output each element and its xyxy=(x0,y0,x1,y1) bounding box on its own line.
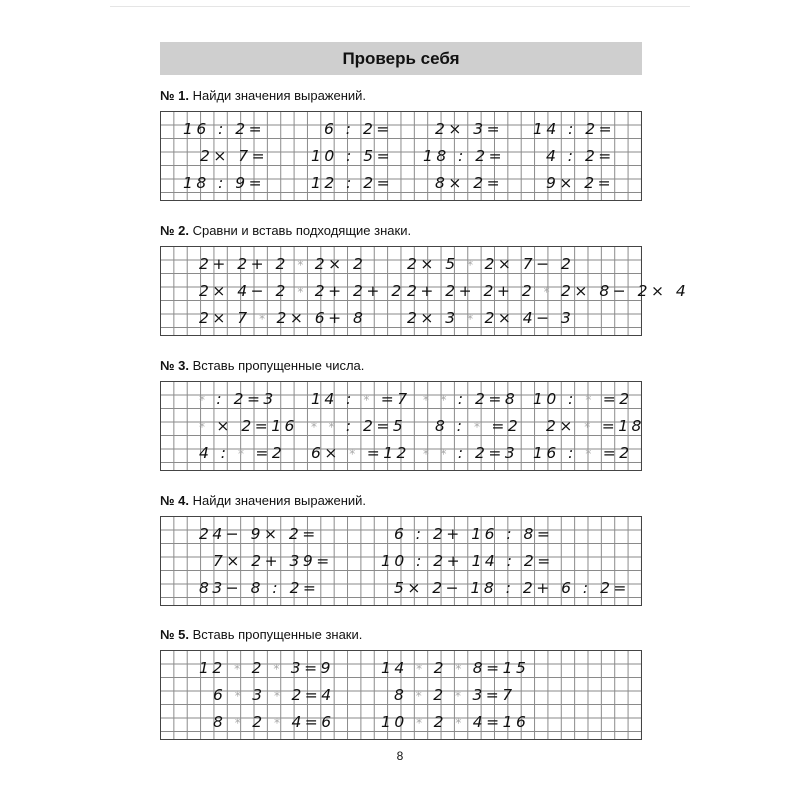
placeholder-mark: * xyxy=(423,447,432,461)
task-3-header xyxy=(160,358,364,373)
placeholder-mark: * xyxy=(416,662,426,676)
expression: 16 : 2= xyxy=(183,120,266,138)
expression: 6 : 2= xyxy=(324,120,393,138)
placeholder-mark: * xyxy=(467,258,477,272)
grid-row xyxy=(161,173,641,193)
expression: 2× 7 * 2× 6+ 8 xyxy=(199,309,367,327)
placeholder-mark: * xyxy=(473,420,483,434)
task-instruction: Вставь пропущенные числа. xyxy=(192,358,365,373)
expression: 6 : 2+ 16 : 8= xyxy=(394,525,554,543)
expression: 2× 5 * 2× 7− 2 xyxy=(407,255,575,273)
grid-row xyxy=(161,551,641,571)
placeholder-mark: * xyxy=(585,447,595,461)
expression: 10 : 5= xyxy=(311,147,394,165)
expression: 5× 2− 18 : 2+ 6 : 2= xyxy=(394,579,630,597)
expression: * * : 2=5 xyxy=(311,417,407,435)
placeholder-mark: * xyxy=(328,420,338,434)
task-5-header xyxy=(160,627,362,642)
task-number: № 2. xyxy=(160,223,189,238)
task-instruction: Найди значения выражений. xyxy=(192,493,367,508)
grid-row xyxy=(161,416,645,436)
expression: 6 * 3 * 2=4 xyxy=(213,686,335,704)
expression: 8 * 2 * 4=6 xyxy=(213,713,335,731)
placeholder-mark: * xyxy=(297,285,307,299)
page-number: 8 xyxy=(396,749,404,763)
task-instruction: Сравни и вставь подходящие знаки. xyxy=(192,223,412,238)
placeholder-mark: * xyxy=(416,716,426,730)
placeholder-mark: * xyxy=(455,716,465,730)
task-3-grid xyxy=(160,381,645,471)
grid-row xyxy=(161,119,641,139)
placeholder-mark: * xyxy=(237,447,247,461)
expression: 8× 2= xyxy=(435,174,504,192)
placeholder-mark: * xyxy=(440,447,450,461)
task-1-header xyxy=(160,88,366,103)
placeholder-mark: * xyxy=(455,689,465,703)
expression: 2× 3 * 2× 4− 3 xyxy=(407,309,575,327)
task-4-grid xyxy=(160,516,642,606)
grid-row xyxy=(161,146,641,166)
expression: 4 : * =2 xyxy=(199,444,286,462)
task-2-grid xyxy=(160,246,690,336)
grid-row xyxy=(161,578,641,598)
placeholder-mark: * xyxy=(311,420,320,434)
grid-row xyxy=(161,281,690,301)
expression: 6× * =12 xyxy=(311,444,410,462)
placeholder-mark: * xyxy=(423,393,432,407)
expression: * × 2=16 xyxy=(199,417,298,435)
placeholder-mark: * xyxy=(273,662,283,676)
expression: 12 * 2 * 3=9 xyxy=(199,659,335,677)
top-rule xyxy=(110,6,690,7)
expression: 2× * =18 xyxy=(546,417,645,435)
expression: 18 : 9= xyxy=(183,174,266,192)
expression: * * : 2=3 xyxy=(423,444,519,462)
task-2-header xyxy=(160,223,411,238)
placeholder-mark: * xyxy=(467,312,477,326)
expression: 14 : * =7 xyxy=(311,390,411,408)
task-instruction: Найди значения выражений. xyxy=(192,88,367,103)
placeholder-mark: * xyxy=(274,716,284,730)
grid-row xyxy=(161,685,641,705)
grid-row xyxy=(161,389,641,409)
expression: 14 : 2= xyxy=(533,120,616,138)
placeholder-mark: * xyxy=(349,447,359,461)
expression: 14 * 2 * 8=15 xyxy=(381,659,530,677)
expression: 8 * 2 * 3=7 xyxy=(394,686,516,704)
placeholder-mark: * xyxy=(415,689,425,703)
expression: 2× 3= xyxy=(435,120,504,138)
expression: 2× 4− 2 * 2+ 2+ 2 xyxy=(199,282,405,300)
grid-row xyxy=(161,443,641,463)
expression: 9× 2= xyxy=(546,174,615,192)
placeholder-mark: * xyxy=(234,716,244,730)
task-1-grid xyxy=(160,111,642,201)
expression: 83− 8 : 2= xyxy=(199,579,320,597)
expression: * * : 2=8 xyxy=(423,390,519,408)
page-title: Проверь себя xyxy=(160,42,642,75)
placeholder-mark: * xyxy=(585,393,595,407)
grid-row xyxy=(161,524,641,544)
grid-row xyxy=(161,254,641,274)
expression: 10 : 2+ 14 : 2= xyxy=(381,552,554,570)
expression: * : 2=3 xyxy=(199,390,277,408)
task-number: № 4. xyxy=(160,493,189,508)
placeholder-mark: * xyxy=(199,420,208,434)
expression: 12 : 2= xyxy=(311,174,394,192)
expression: 10 * 2 * 4=16 xyxy=(381,713,530,731)
placeholder-mark: * xyxy=(274,689,284,703)
expression: 2+ 2+ 2+ 2 * 2× 8− 2× 4 xyxy=(407,282,690,300)
grid-row xyxy=(161,712,641,732)
expression: 10 : * =2 xyxy=(533,390,633,408)
placeholder-mark: * xyxy=(363,393,373,407)
placeholder-mark: * xyxy=(455,662,465,676)
expression: 16 : * =2 xyxy=(533,444,633,462)
expression: 18 : 2= xyxy=(423,147,506,165)
placeholder-mark: * xyxy=(584,420,594,434)
task-instruction: Вставь пропущенные знаки. xyxy=(192,627,363,642)
task-number: № 3. xyxy=(160,358,189,373)
expression: 4 : 2= xyxy=(546,147,615,165)
expression: 2+ 2+ 2 * 2× 2 xyxy=(199,255,367,273)
expression: 7× 2+ 39= xyxy=(213,552,333,570)
placeholder-mark: * xyxy=(199,393,208,407)
expression: 8 : * =2 xyxy=(435,417,522,435)
placeholder-mark: * xyxy=(543,285,553,299)
task-5-grid xyxy=(160,650,642,740)
expression: 2× 7= xyxy=(200,147,269,165)
grid-row xyxy=(161,308,641,328)
task-4-header xyxy=(160,493,366,508)
grid-row xyxy=(161,658,641,678)
task-number: № 1. xyxy=(160,88,189,103)
task-number: № 5. xyxy=(160,627,189,642)
placeholder-mark: * xyxy=(297,258,307,272)
placeholder-mark: * xyxy=(440,393,450,407)
placeholder-mark: * xyxy=(234,662,244,676)
placeholder-mark: * xyxy=(259,312,269,326)
placeholder-mark: * xyxy=(234,689,244,703)
expression: 24− 9× 2= xyxy=(199,525,319,543)
